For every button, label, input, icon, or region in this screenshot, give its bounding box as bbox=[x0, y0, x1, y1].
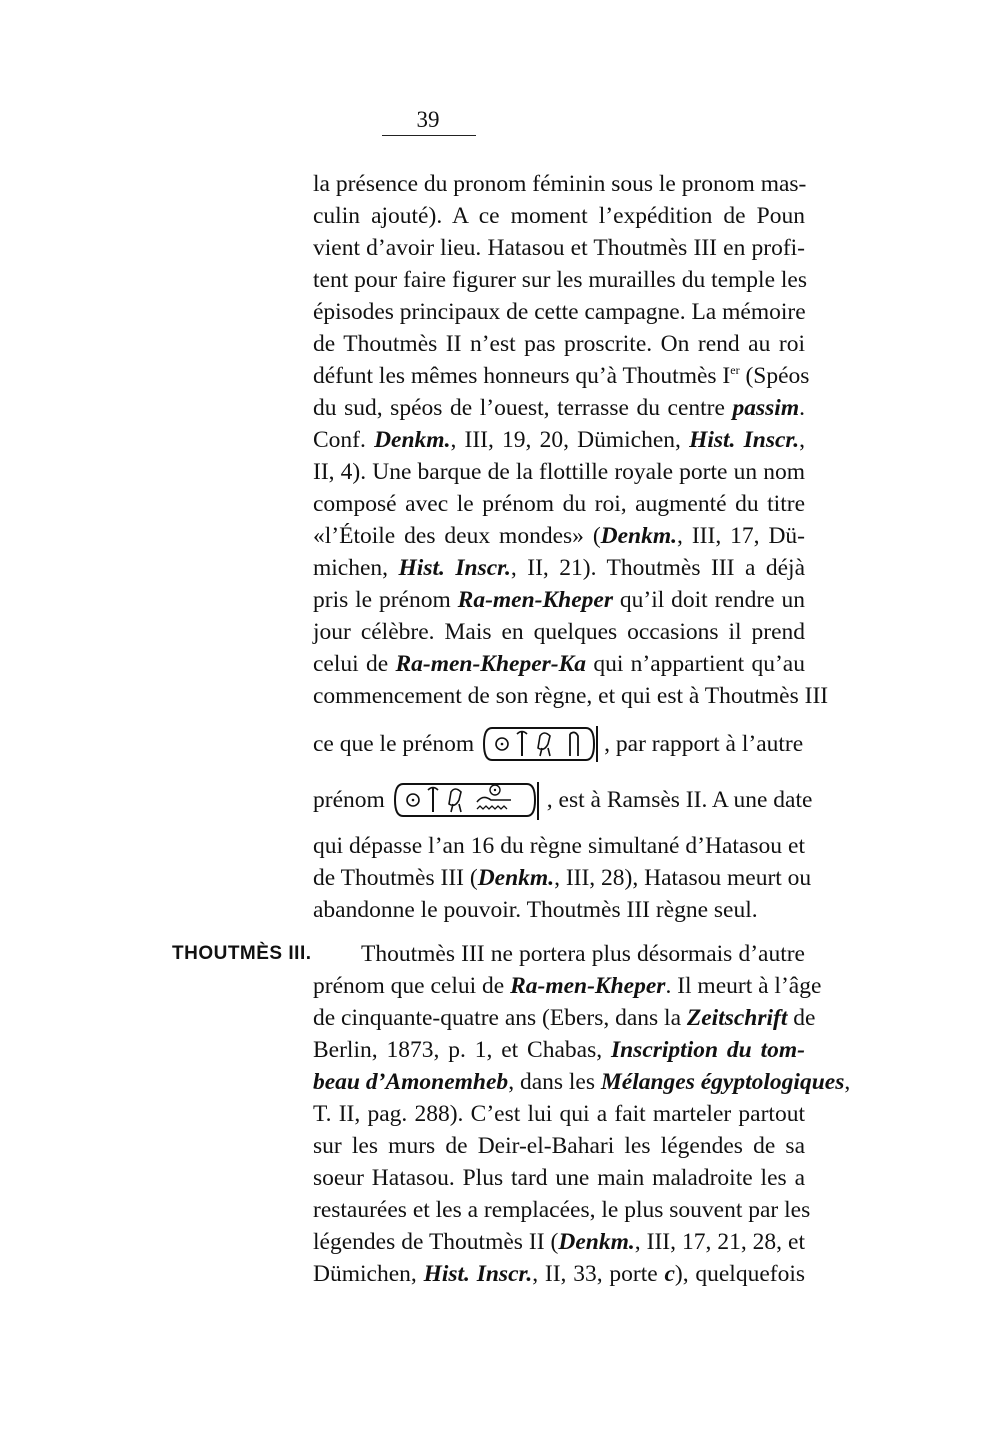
italic-reference: c bbox=[664, 1261, 675, 1287]
text-segment: du sud, spéos de l’ouest, terrasse du centre bbox=[313, 395, 733, 421]
page-number: 39 bbox=[416, 107, 440, 132]
text-line bbox=[313, 1098, 805, 1130]
text-segment: vient d’avoir lieu. Hatasou et Thoutmès III en profi- bbox=[313, 235, 805, 261]
cartouche-line-1 bbox=[313, 722, 805, 766]
text-segment: celui de bbox=[313, 651, 396, 677]
italic-reference: Denkm. bbox=[600, 523, 678, 549]
text-segment: tent pour faire figurer sur les murailles du temple les bbox=[313, 267, 807, 293]
text-segment: , II, 33, porte bbox=[532, 1261, 665, 1287]
text-line bbox=[313, 1034, 805, 1066]
text-segment: prénom bbox=[313, 787, 385, 813]
text-line bbox=[313, 520, 805, 552]
italic-reference: Denkm. bbox=[477, 865, 555, 891]
text-segment: , III, 17, 21, 28, et bbox=[634, 1229, 806, 1255]
text-line bbox=[313, 488, 805, 520]
text-line bbox=[313, 1258, 805, 1290]
text-line bbox=[313, 830, 805, 862]
text-line bbox=[313, 1066, 851, 1098]
text-segment: , II, 21). Thoutmès III a déjà bbox=[510, 555, 805, 581]
italic-reference: Inscription du tom- bbox=[610, 1037, 805, 1063]
text-segment: «l’Étoile des deux mondes» ( bbox=[313, 523, 601, 549]
text-segment: , III, 17, Dü- bbox=[677, 523, 805, 549]
text-line bbox=[313, 894, 805, 926]
text-line bbox=[313, 584, 805, 616]
text-segment: Thoutmès III ne portera plus désormais d’autre bbox=[361, 941, 805, 967]
text-segment: sur les murs de Deir-el-Bahari les légendes de sa bbox=[313, 1133, 805, 1159]
italic-reference: Ra-men-Kheper bbox=[510, 973, 666, 999]
text-segment: restaurées et les a remplacées, le plus souvent par les bbox=[313, 1197, 811, 1223]
text-segment: ), quelquefois bbox=[674, 1261, 806, 1287]
text-segment: de Thoutmès II n’est pas proscrite. On rend au roi bbox=[313, 331, 805, 357]
text-line bbox=[313, 360, 810, 392]
text-segment: pris le prénom bbox=[313, 587, 458, 613]
margin-heading: THOUTMÈS III. bbox=[172, 943, 312, 964]
text-line bbox=[313, 232, 805, 264]
page-number-rule bbox=[382, 135, 476, 136]
text-segment: ce que le prénom bbox=[313, 731, 475, 757]
text-segment: légendes de Thoutmès II ( bbox=[313, 1229, 559, 1255]
text-segment: abandonne le pouvoir. Thoutmès III règne seul. bbox=[313, 897, 758, 923]
text-segment: commencement de son règne, et qui est à Thoutmès III bbox=[313, 683, 829, 709]
text-segment: qui dépasse l’an 16 du règne simultané d’Hatasou et bbox=[313, 833, 805, 859]
text-segment: de cinquante-quatre ans (Ebers, dans la bbox=[313, 1005, 687, 1031]
italic-reference: Hist. Inscr. bbox=[398, 555, 511, 581]
text-line bbox=[313, 424, 805, 456]
text-segment: soeur Hatasou. Plus tard une main maladroite les a bbox=[313, 1165, 805, 1191]
text-segment: (Spéos bbox=[739, 363, 810, 389]
italic-reference: Mélanges égyptologiques bbox=[600, 1069, 845, 1095]
italic-reference: Denkm. bbox=[374, 427, 451, 453]
text-segment: la présence du pronom féminin sous le pronom mas- bbox=[313, 171, 807, 197]
cartouche-ra-men-kheper-ra bbox=[391, 776, 541, 824]
text-line bbox=[313, 616, 805, 648]
text-line bbox=[313, 680, 829, 712]
text-segment: , est à Ramsès II. A une date bbox=[546, 787, 813, 813]
text-line bbox=[313, 552, 805, 584]
text-segment: , III, 19, 20, Dümichen, bbox=[450, 427, 690, 453]
text-line bbox=[313, 264, 805, 296]
text-segment: . bbox=[799, 395, 805, 421]
text-segment: michen, bbox=[313, 555, 399, 581]
cartouche-ra-men-kheper-ka bbox=[482, 722, 600, 766]
text-segment: jour célèbre. Mais en quelques occasions il prend bbox=[313, 619, 805, 645]
text-line bbox=[313, 862, 812, 894]
text-line bbox=[313, 970, 822, 1002]
text-segment: , dans les bbox=[508, 1069, 601, 1095]
text-segment: , bbox=[844, 1069, 851, 1095]
text-segment: , par rapport à l’autre bbox=[604, 731, 804, 757]
text-line bbox=[313, 296, 805, 328]
text-line bbox=[313, 456, 805, 488]
text-segment: , III, 28), Hatasou meurt ou bbox=[554, 865, 812, 891]
text-segment: qui n’appartient qu’au bbox=[586, 651, 805, 677]
text-line bbox=[313, 1130, 805, 1162]
italic-reference: Denkm. bbox=[558, 1229, 635, 1255]
italic-reference: Hist. Inscr. bbox=[689, 427, 800, 453]
text-line bbox=[313, 328, 805, 360]
text-segment: T. II, pag. 288). C’est lui qui a fait marteler partout bbox=[313, 1101, 805, 1127]
text-segment: Conf. bbox=[313, 427, 375, 453]
text-segment: épisodes principaux de cette campagne. La mémoire bbox=[313, 299, 806, 325]
text-line bbox=[313, 1194, 811, 1226]
text-line bbox=[313, 200, 805, 232]
text-segment: Berlin, 1873, p. 1, et Chabas, bbox=[313, 1037, 611, 1063]
text-segment: prénom que celui de bbox=[313, 973, 511, 999]
text-line bbox=[313, 1162, 805, 1194]
text-segment: . Il meurt à l’âge bbox=[665, 973, 822, 999]
cartouche-line-2 bbox=[313, 776, 813, 824]
italic-reference: Ra-men-Kheper-Ka bbox=[395, 651, 587, 677]
text-segment: composé avec le prénom du roi, augmenté du titre bbox=[313, 491, 805, 517]
text-line bbox=[313, 1226, 805, 1258]
italic-reference: beau d’Amonemheb bbox=[313, 1069, 509, 1095]
italic-reference: Zeitschrift bbox=[686, 1005, 788, 1031]
italic-reference: Ra-men-Kheper bbox=[457, 587, 613, 613]
text-line bbox=[313, 168, 805, 200]
text-line bbox=[313, 1002, 816, 1034]
text-segment: II, 4). Une barque de la flottille royale porte un nom bbox=[313, 459, 805, 485]
text-line bbox=[313, 648, 805, 680]
text-segment: de Thoutmès III ( bbox=[313, 865, 478, 891]
text-line bbox=[361, 938, 805, 970]
text-segment: défunt les mêmes honneurs qu’à Thoutmès I bbox=[313, 363, 731, 389]
text-segment: culin ajouté). A ce moment l’expédition de Poun bbox=[313, 203, 805, 229]
text-segment: qu’il doit rendre un bbox=[613, 587, 805, 613]
text-segment: de bbox=[787, 1005, 816, 1031]
italic-reference: Hist. Inscr. bbox=[423, 1261, 533, 1287]
italic-reference: passim bbox=[732, 395, 800, 421]
text-line bbox=[313, 392, 805, 424]
text-segment: , bbox=[799, 427, 806, 453]
superscript: er bbox=[730, 363, 740, 378]
text-segment: Dümichen, bbox=[313, 1261, 424, 1287]
